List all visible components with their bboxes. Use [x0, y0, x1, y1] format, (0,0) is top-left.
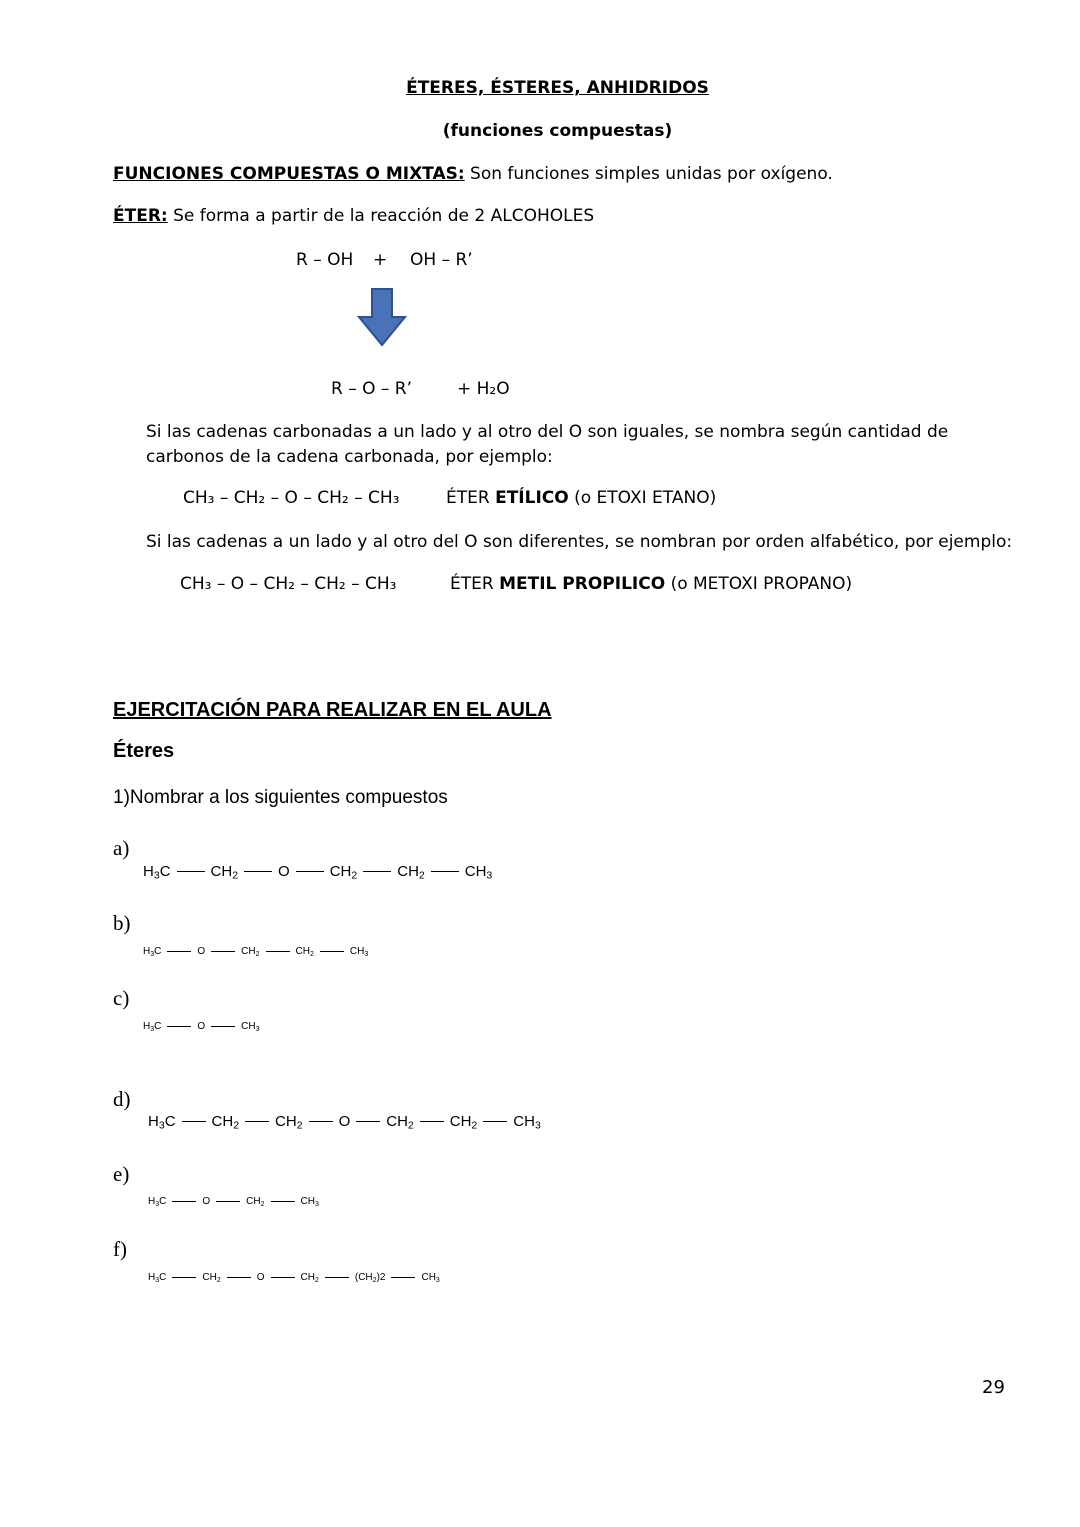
compound-a-formula: [143, 863, 492, 880]
atom-group: $CH_3$: [464, 863, 493, 882]
example-2-name-bold: METIL PROPILICO: [499, 574, 666, 594]
compound-e-label: e): [113, 1162, 130, 1186]
bond-line: [182, 1121, 206, 1122]
compound-c-label: c): [113, 986, 130, 1010]
atom-group: $CH_2$: [210, 863, 239, 882]
atom-group: $CH_2$: [241, 946, 260, 958]
exercise-heading: EJERCITACIÓN PARA REALIZAR EN EL AULA: [113, 699, 552, 721]
reaction-product: R – O – R’: [331, 379, 413, 399]
bond-line: [320, 951, 344, 952]
compound-f-formula: [148, 1272, 440, 1283]
compound-c-formula: [143, 1021, 260, 1032]
exercise-question: 1)Nombrar a los siguientes compuestos: [113, 787, 448, 808]
reaction-water: + H₂O: [457, 379, 510, 399]
bond-line: [420, 1121, 444, 1122]
atom-group: $CH_2$: [275, 1113, 303, 1132]
compound-a-label: a): [113, 836, 130, 860]
atom-group: $CH_2$: [300, 1272, 319, 1284]
atom-group: O: [338, 1113, 351, 1130]
bond-line: [211, 951, 235, 952]
example-2-name-suffix: (o METOXI PROPANO): [665, 574, 853, 594]
bond-line: [211, 1026, 235, 1027]
definition-eter: [113, 206, 594, 226]
bond-line: [216, 1201, 240, 1202]
reaction-plus: +: [373, 250, 388, 270]
paragraph-iguales: Si las cadenas carbonadas a un lado y al otro del O son iguales, se nombra según cantidad de carbonos de la cadena carbonada, por ejemplo:: [146, 422, 949, 467]
example-1-formula: CH₃ – CH₂ – O – CH₂ – CH₃: [183, 488, 400, 508]
definition-eter-text: Se forma a partir de la reacción de 2 ALCOHOLES: [167, 206, 595, 226]
atom-group: $H_3C$: [148, 1196, 167, 1208]
atom-group: $H_3C$: [143, 863, 171, 882]
bond-line: [431, 871, 459, 872]
atom-group: $CH_3$: [513, 1113, 541, 1132]
atom-group: O: [256, 1272, 265, 1283]
atom-group: O: [197, 1021, 206, 1032]
example-1-name-suffix: (o ETOXI ETANO): [568, 488, 717, 508]
example-1-name: [446, 488, 716, 508]
compound-b-label: b): [113, 911, 131, 935]
example-2-name-prefix: ÉTER: [450, 574, 500, 594]
atom-group: $CH_2$: [397, 863, 425, 882]
atom-group: $CH_2$: [246, 1196, 265, 1208]
example-1-name-bold: ETÍLICO: [495, 488, 569, 508]
reactant-2: OH – R’: [410, 250, 473, 270]
arrow-shape: [359, 289, 405, 345]
atom-group: $CH_2$: [211, 1113, 240, 1132]
atom-group: $H_3C$: [143, 1021, 162, 1033]
bond-line: [271, 1277, 295, 1278]
compound-b-formula: [143, 946, 368, 957]
atom-group: $CH_2$: [449, 1113, 478, 1132]
bond-line: [172, 1201, 196, 1202]
page-title: ÉTERES, ÉSTERES, ANHIDRIDOS: [406, 78, 709, 98]
compound-e-formula: [148, 1196, 319, 1207]
definition-compuestas-label: FUNCIONES COMPUESTAS O MIXTAS:: [113, 164, 465, 184]
bond-line: [167, 951, 191, 952]
atom-group: $CH_2$: [295, 946, 314, 958]
compound-f-label: f): [113, 1237, 127, 1261]
atom-group: $CH_2$: [386, 1113, 414, 1132]
atom-group: $(CH_2)2$: [354, 1272, 386, 1284]
example-2-formula: CH₃ – O – CH₂ – CH₂ – CH₃: [180, 574, 397, 594]
example-2-name: [450, 574, 852, 594]
bond-line: [483, 1121, 507, 1122]
atom-group: $H_3C$: [143, 946, 162, 958]
exercise-subheading: Éteres: [113, 740, 175, 762]
page-number: 29: [982, 1377, 1005, 1398]
compound-d-label: d): [113, 1087, 131, 1111]
atom-group: $CH_3$: [241, 1021, 260, 1033]
bond-line: [296, 871, 324, 872]
atom-group: $CH_3$: [421, 1272, 440, 1284]
atom-group: $H_3C$: [148, 1272, 167, 1284]
bond-line: [325, 1277, 349, 1278]
paragraph-diferentes: Si las cadenas a un lado y al otro del O son diferentes, se nombran por orden alfabético, por ejemplo:: [146, 532, 1013, 552]
atom-group: O: [278, 863, 290, 880]
atom-group: O: [197, 946, 206, 957]
bond-line: [245, 1121, 269, 1122]
bond-line: [356, 1121, 380, 1122]
bond-line: [244, 871, 272, 872]
bond-line: [363, 871, 391, 872]
definition-compuestas-text: Son funciones simples unidas por oxígeno.: [464, 164, 833, 184]
atom-group: $H_3C$: [148, 1113, 176, 1132]
atom-group: $CH_3$: [300, 1196, 319, 1208]
bond-line: [266, 951, 290, 952]
bond-line: [271, 1201, 295, 1202]
bond-line: [177, 871, 205, 872]
bond-line: [227, 1277, 251, 1278]
atom-group: $CH_2$: [202, 1272, 221, 1284]
example-1-name-prefix: ÉTER: [446, 488, 496, 508]
reaction-arrow-icon: [356, 287, 408, 349]
page-subtitle: (funciones compuestas): [442, 121, 673, 141]
atom-group: O: [202, 1196, 211, 1207]
bond-line: [167, 1026, 191, 1027]
reactant-1: R – OH: [296, 250, 354, 270]
bond-line: [391, 1277, 415, 1278]
atom-group: $CH_3$: [349, 946, 369, 958]
atom-group: $CH_2$: [329, 863, 358, 882]
bond-line: [309, 1121, 333, 1122]
definition-eter-label: ÉTER:: [113, 206, 168, 226]
compound-d-formula: [148, 1113, 541, 1130]
definition-compuestas: [113, 164, 833, 184]
bond-line: [172, 1277, 196, 1278]
